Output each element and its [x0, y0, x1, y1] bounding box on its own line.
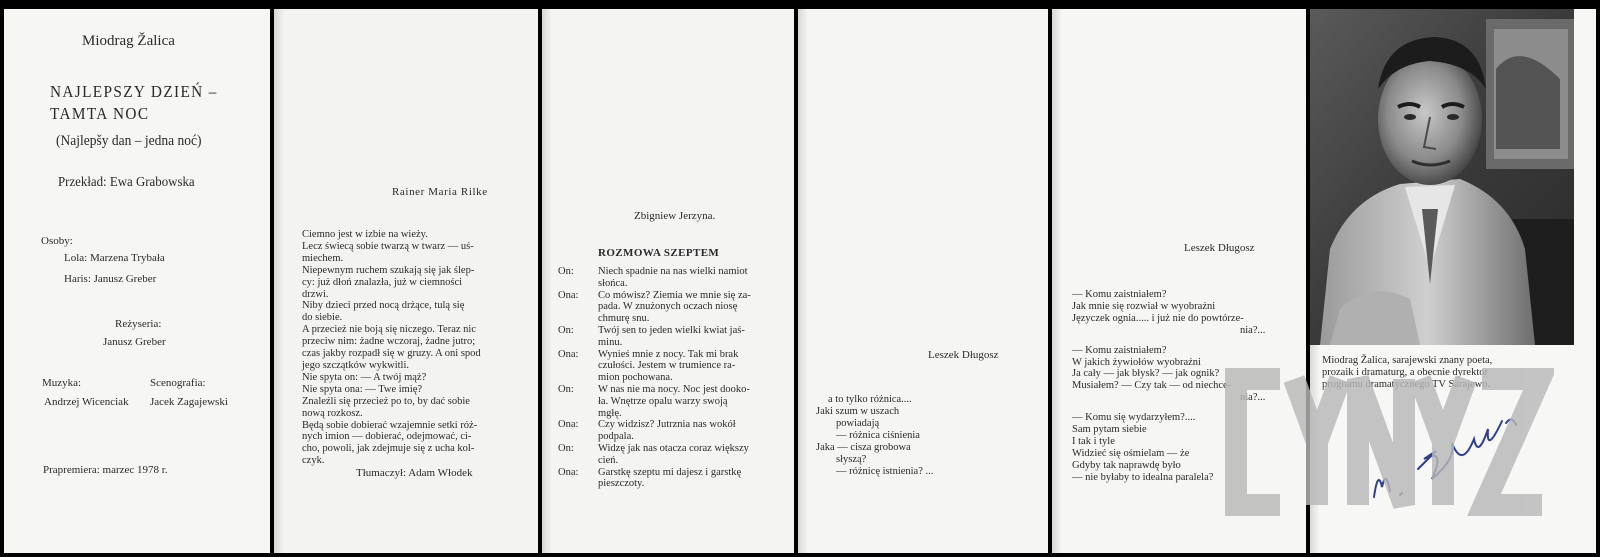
- dialogue-turn: [558, 467, 788, 491]
- poet-name: Leszek Długosz: [1184, 242, 1255, 254]
- poem-text: [816, 394, 933, 478]
- poem-line: Widzieć się ośmielam — że: [1072, 447, 1190, 459]
- poem-line: — różnica ciśnienia: [836, 430, 920, 441]
- poem-line: do siebie.: [302, 312, 343, 324]
- poem-line: Jak mnie się rozwiał w wyobraźni: [1072, 300, 1216, 312]
- premiere-date: Prapremiera: marzec 1978 r.: [43, 464, 168, 476]
- poem-line: — różnicę istnienia? ...: [836, 466, 934, 477]
- speaker: On:: [558, 442, 574, 454]
- dialogue-turn: [558, 419, 788, 443]
- poem-line: nową rozkosz.: [302, 407, 363, 419]
- cast-heading: Osoby:: [41, 235, 73, 247]
- poem-line: nia?...: [1240, 324, 1266, 336]
- director-name: Janusz Greber: [103, 336, 166, 348]
- scenography-heading: Scenografia:: [150, 377, 206, 389]
- dialogue-line: podpala.: [598, 431, 634, 443]
- dialogue-line: chmurę snu.: [598, 313, 650, 325]
- speaker: On:: [558, 383, 574, 395]
- poem-line: powiadają: [836, 418, 880, 429]
- dialogue-line: Co mówisz? Ziemia we mnie się za-: [598, 289, 751, 301]
- poem-line: przeciw nim: żadne wczoraj, żadne jutro;: [302, 336, 476, 348]
- play-title-line1: NAJLEPSZY DZIEŃ –: [50, 82, 218, 101]
- dialogue-turn: [558, 443, 788, 467]
- poem-line: słyszą?: [836, 454, 867, 465]
- dialogue-line: Czy widzisz? Jutrznia nas wokół: [598, 419, 736, 431]
- poem-line: Niepewnym ruchem szukają się jak ślep-: [302, 264, 475, 276]
- music-heading: Muzyka:: [42, 377, 82, 389]
- music-name: Andrzej Wicenciak: [44, 396, 129, 408]
- author-photo: [1310, 9, 1574, 345]
- dialogue-line: Niech spadnie na nas wielki namiot: [598, 266, 748, 277]
- panel-title: [4, 9, 270, 553]
- author-name: Miodrag Žalica: [82, 33, 175, 49]
- dialogue-line: Garstkę szeptu mi dajesz i garstkę: [598, 466, 742, 478]
- poem-line: Gdyby tak naprawdę było: [1072, 459, 1181, 471]
- poem-line: A przecież nie boją się niczego. Teraz nic: [302, 324, 476, 336]
- poem-line: Będą sobie dobierać wzajemnie setki róż-: [302, 419, 478, 431]
- poem-line: — nie byłaby to idealna paralela?: [1072, 471, 1214, 483]
- caption-line: programu dramatycznego TV Sarajewo.: [1322, 379, 1491, 390]
- poem-line: — Komu zaistniałem?: [1072, 289, 1167, 300]
- dialogue-line: Widzę jak nas otacza coraz większy: [598, 442, 749, 454]
- panel-jerzyna: [542, 9, 794, 553]
- dialogue: [558, 266, 788, 490]
- dialogue-turn: [558, 266, 788, 290]
- poem-line: cy: już dłoń znalazła, już w ciemności: [302, 276, 463, 288]
- dialogue-turn: [558, 349, 788, 384]
- poem-line: Znaleźli się przecież po to, by dać sobie: [302, 395, 470, 407]
- poem-line: Jaki szum w uszach: [816, 406, 900, 417]
- caption-line: prozaik i dramaturg, a obecnie dyrektor: [1322, 367, 1488, 378]
- poem-line: W jakich żywiołów wyobraźni: [1072, 356, 1201, 368]
- dialogue-line: Wynieś mnie z nocy. Tak mi brak: [598, 348, 739, 360]
- poem-line: Nie spyta ona: — Twe imię?: [302, 383, 423, 395]
- poem-line: Lecz świecą sobie twarzą w twarz — uś-: [302, 240, 474, 252]
- dialogue-line: mgłę.: [598, 407, 622, 419]
- poem-line: Sam pytam siebie: [1072, 424, 1147, 436]
- poem-line: miechem.: [302, 252, 344, 264]
- fold-shadow: [798, 9, 808, 553]
- poem-line: jego szczątków wykwitli.: [302, 359, 410, 371]
- caption-line: Miodrag Žalica, sarajewski znany poeta,: [1322, 355, 1493, 366]
- poem-line: drzwi.: [302, 288, 329, 300]
- fold-shadow: [542, 9, 552, 553]
- poem-line: — Komu się wydarzyłem?....: [1072, 412, 1196, 424]
- original-title: (Najlepšy dan – jedna noć): [56, 133, 202, 149]
- poem-line: a to tylko różnica....: [828, 394, 912, 405]
- dialogue-line: pada. W znużonych oczach niosę: [598, 301, 738, 313]
- translator-credit: Przekład: Ewa Grabowska: [58, 175, 195, 190]
- dialogue-line: mion pochowana.: [598, 372, 673, 384]
- dialogue-line: czułości. Jestem w trumience ra-: [598, 360, 736, 372]
- dialogue-turn: [558, 290, 788, 325]
- poem-line: nia?...: [1240, 392, 1266, 404]
- speaker: Ona:: [558, 289, 579, 301]
- dialogue-turn: [558, 384, 788, 419]
- poem-line: [1072, 337, 1265, 345]
- poet-name: Rainer Maria Rilke: [392, 186, 488, 198]
- poet-name: Zbigniew Jerzyna.: [634, 210, 716, 222]
- translator-credit: Tłumaczył: Adam Włodek: [356, 467, 473, 479]
- play-title: [50, 81, 218, 125]
- speaker: Ona:: [558, 348, 579, 360]
- fold-shadow: [1052, 9, 1062, 553]
- director-heading: Reżyseria:: [115, 318, 162, 330]
- poem-line: I tak i tyle: [1072, 435, 1115, 447]
- fold-shadow: [274, 9, 284, 553]
- poem-line: Jaka — cisza grobowa: [816, 442, 911, 453]
- poem-line: — Komu zaistniałem?: [1072, 344, 1167, 356]
- poem-title: ROZMOWA SZEPTEM: [598, 247, 720, 259]
- cast-item: Lola: Marzena Trybała: [64, 252, 165, 264]
- panel-rilke: [274, 9, 538, 553]
- scenography-name: Jacek Zagajewski: [150, 396, 228, 408]
- poem-line: Nie spyta on: — A twój mąż?: [302, 371, 427, 383]
- dialogue-line: pieszczoty.: [598, 478, 645, 490]
- speaker: On:: [558, 324, 574, 336]
- speaker: Ona:: [558, 466, 579, 478]
- dialogue-line: słońca.: [598, 277, 628, 289]
- dialogue-line: Twój sen to jeden wielki kwiat jaś-: [598, 324, 745, 336]
- poem-text: [302, 229, 524, 467]
- poem-line: Musiałem? — Czy tak — od niechce-: [1072, 380, 1232, 392]
- poet-name: Leszek Długosz: [928, 349, 999, 361]
- poem-line: czyk.: [302, 455, 325, 467]
- dialogue-turn: [558, 325, 788, 349]
- cast-item: Haris: Janusz Greber: [64, 273, 157, 285]
- play-title-line2: TAMTA NOC: [50, 104, 150, 123]
- dialogue-line: minu.: [598, 336, 623, 348]
- poem-line: nych imion — dobierać, odejmować, ci-: [302, 431, 472, 443]
- poem-line: Ciemno jest w izbie na wieży.: [302, 229, 428, 240]
- dialogue-line: ła. Wnętrze opalu warzy swoją: [598, 395, 728, 407]
- speaker: Ona:: [558, 419, 579, 431]
- dialogue-line: cień.: [598, 454, 619, 466]
- poem-line: Niby dzieci przed nocą drżące, tulą się: [302, 300, 465, 312]
- poem-line: czas jakby rozpadł się w gruzy. A oni spod: [302, 348, 481, 360]
- panel-dlugosz-1: [798, 9, 1048, 553]
- speaker: On:: [558, 266, 574, 277]
- watermark: [1222, 367, 1554, 517]
- leaflet: [4, 9, 1596, 553]
- poem-line: cho, powoli, jak zdejmuje się z ucha kol-: [302, 443, 475, 455]
- poem-line: Ja cały — jak błysk? — jak ognik?: [1072, 368, 1220, 380]
- poem-line: Języczek ognia..... i już nie do powtórze-: [1072, 312, 1244, 324]
- dialogue-line: W nas nie ma nocy. Noc jest dooko-: [598, 383, 750, 395]
